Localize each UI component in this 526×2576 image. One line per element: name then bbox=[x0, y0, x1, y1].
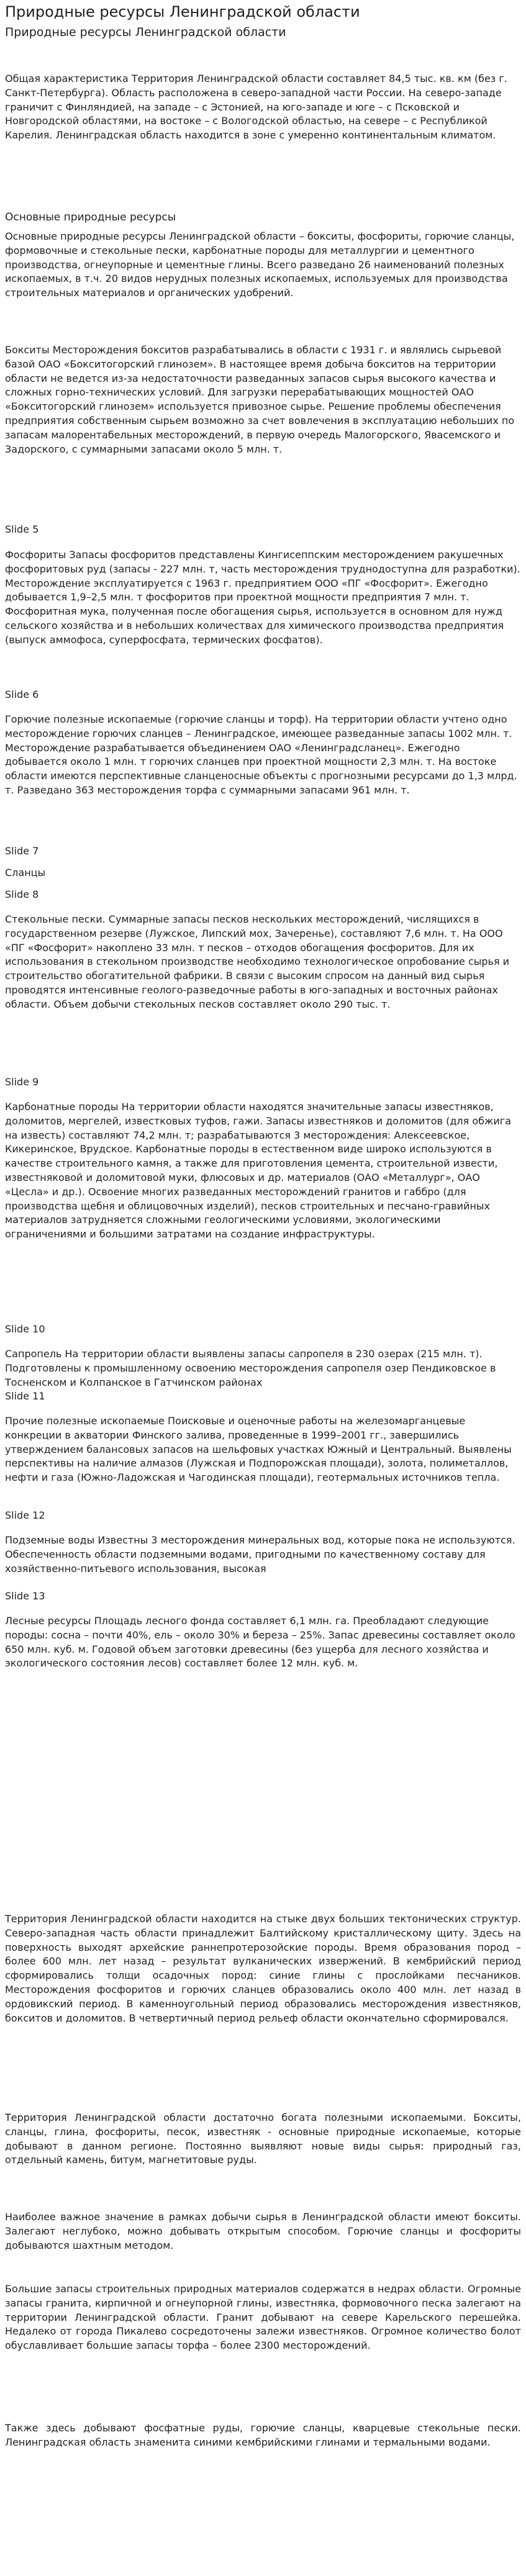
page-subtitle: Природные ресурсы Ленинградской области bbox=[5, 25, 286, 39]
rich-resources-paragraph: Территория Ленинградской области достаточно богата полезными ископаемыми. Бокситы, сланцы, глина, фосфориты, песок, известняк - основные природные ископаемые, которые добывают в данном регионе. Постоянно выявляют новые виды сырья: природный газ, отдельный камень, битум, магнетитовые руды. bbox=[5, 2112, 521, 2166]
slide-label-7: Slide 7 bbox=[5, 845, 39, 857]
carbonate-paragraph: Карбонатные породы На территории области находятся значительные запасы известняков, доломитов, мергелей, известковых туфов, гажи. Запасы известняков и доломитов (для обжига на известь) составляют 74,2 млн. т; разрабатываются 3 месторождения: Алексеевское, Кикеринское, Врудское. Карбонатные породы в естественном виде широко используются в качестве строительного камня, а также для приготовления цемента, строительной извести, известняковой и доломитовой муки, флюсовых и др. материалов (ОАО «Металлург», ОАО «Цесла» и др.). Освоение многих разведанных месторождений гранитов и габбро (для производства щебня и облицовочных изделий), песков строительных и песчано-гравийных материалов затрудняется сложными геологическими условиями, экологическими ограничениями и большими затратами на создание инфраструктуры. bbox=[5, 1101, 511, 1241]
groundwater-paragraph: Подземные воды Известны 3 месторождения минеральных вод, которые пока не используются. Обеспеченность области подземными водами, пригодными по качественному составу для хозяйственно-питьевого использования, высокая bbox=[5, 1534, 515, 1575]
slide-label-8: Slide 8 bbox=[5, 888, 39, 900]
glass-sand-paragraph: Стекольные пески. Суммарные запасы песков нескольких месторождений, числящихся в государственном резерве (Лужское, Липский мох, Зачеренье), составляют 7,6 млн. т. На ООО «ПГ «Фосфорит» накоплено 33 млн. т песков – отходов обогащения фосфоритов. Для их использования в стекольном производстве необходимо технологическое опробование сырья и строительство обогатительной фабрики. В связи с высоким спросом на данный вид сырья проводятся интенсивные геолого-разведочные работы в юго-западных и восточных районах области. Объем добычи стекольных песков составляет около 290 тыс. т. bbox=[5, 913, 510, 1010]
slide-label-5: Slide 5 bbox=[5, 523, 39, 535]
slide-label-12: Slide 12 bbox=[5, 1509, 45, 1521]
slide-label-10: Slide 10 bbox=[5, 1323, 45, 1335]
fuels-paragraph: Горючие полезные ископаемые (горючие сланцы и торф). На территории области учтено одно месторождение горючих сланцев – Ленинградское, имеющее разведанные запасы 1002 млн. т. Месторождение разрабатывается объединением ОАО «Ленинградсланец». Ежегодно добывается около 1 млн. т горючих сланцев при проектной мощности 2,3 млн. т. На востоке области имеются перспективные сланценосные объекты с прогнозными ресурсами до 1,3 млрд. т. Разведано 363 месторождения торфа с суммарными запасами 961 млн. т. bbox=[5, 713, 517, 796]
main-resources-paragraph: Основные природные ресурсы Ленинградской области – бокситы, фосфориты, горючие сланцы, формовочные и стекольные пески, карбонатные породы для металлургии и цементного производства, огнеупорные и цементные глины. Всего разведано 26 наименований полезных ископаемых, в т.ч. 20 видов нерудных полезных ископаемых, используемых для производства строительных материалов и органических удобрений. bbox=[5, 230, 515, 299]
forest-paragraph: Лесные ресурсы Площадь лесного фонда составляет 6,1 млн. га. Преобладают следующие породы: сосна – почти 40%, ель – около 30% и береза – 25%. Запас древесины составляет около 650 млн. куб. м. Годовой объем заготовки древесины (без ущерба для лесного хозяйства и экологического состояния лесов) составляет более 12 млн. куб. м. bbox=[5, 1615, 515, 1670]
intro-paragraph: Общая характеристика Территория Ленинградской области составляет 84,5 тыс. кв. км (без г. Санкт-Петербурга). Область расположена в северо-западной части России. На северо-западе граничит с Финляндией, на западе – с Эстонией, на юго-западе и юге – с Псковской и Новгородской областями, на востоке – с Вологодской областью, на севере – с Республикой Карелия. Ленинградская область находится в зоне с умеренно континентальным климатом. bbox=[5, 73, 507, 142]
slide-label-6: Slide 6 bbox=[5, 689, 39, 700]
mining-paragraph: Наиболее важное значение в рамках добычи сырья в Ленинградской области имеют бокситы. Залегают неглубоко, можно добывать открытым способом. Горючие сланцы и фосфориты добываются шахтным методом. bbox=[5, 2211, 521, 2251]
section-heading: Основные природные ресурсы bbox=[5, 211, 176, 224]
other-minerals-paragraph: Прочие полезные ископаемые Поисковые и оценочные работы на железомарганцевые конкреции в акватории Финского залива, проведенные в 1999–2001 гг., завершились утверждением балансовых запасов на шельфовых участках Южный и Центральный. Выявлены перспективы на наличие алмазов (Лужская и Подпорожская площади), золота, полиметаллов, нефти и газа (Южно-Ладожская и Чагодинская площади), геотермальных источников тепла. bbox=[5, 1415, 512, 1484]
also-paragraph: Также здесь добывают фосфатные руды, горючие сланцы, кварцевые стекольные пески. Ленинградская область знаменита синими кембрийскими глинами и термальными водами. bbox=[5, 2422, 521, 2448]
phosphorite-paragraph: Фосфориты Запасы фосфоритов представлены Кингисеппским месторождением ракушечных фосфоритовых руд (запасы - 227 млн. т, часть месторождения труднодоступна для разработки). Месторождение эксплуатируется с 1963 г. предприятием ООО «ПГ «Фосфорит». Ежегодно добывается 1,9–2,5 млн. т фосфоритов при проектной мощности предприятия 7 млн. т. Фосфоритная мука, полученная после обогащения сырья, используется в основном для нужд сельского хозяйства и в небольших количествах для химического производства предприятия (выпуск аммофоса, суперфосфата, термических фосфатов). bbox=[5, 549, 520, 646]
sapropel-paragraph: Сапропель На территории области выявлены запасы сапропеля в 230 озерах (215 млн. т). Подготовлены к промышленному освоению месторождения сапропеля озер Пендиковское в Тосненском и Колпанское в Гатчинском районах bbox=[5, 1348, 496, 1388]
slides-word: Сланцы bbox=[5, 867, 46, 879]
slide-label-11: Slide 11 bbox=[5, 1390, 45, 1402]
reserves-paragraph: Большие запасы строительных природных материалов содержатся в недрах области. Огромные запасы гранита, кирпичной и огнеупорной глины, известняка, формовочного песка залегают на территории Ленинградской области. Гранит добывают на севере Карельского перешейка. Недалеко от города Пикалево сосредоточены залежи известняков. Огромное количество болот обуславливает большие запасы торфа – более 2300 месторождений. bbox=[5, 2283, 521, 2352]
page-title: Природные ресурсы Ленинградской области bbox=[5, 3, 360, 20]
slide-label-13: Slide 13 bbox=[5, 1590, 45, 1602]
slide-label-9: Slide 9 bbox=[5, 1076, 39, 1088]
bauxite-paragraph: Бокситы Месторождения бокситов разрабатывались в области с 1931 г. и являлись сырьевой базой ОАО «Бокситогорский глинозем». В настоящее время добыча бокситов на территории области не ведется из-за недостаточности разведанных запасов сырья высокого качества и сложных горно-технических условий. Для загрузки перерабатывающих мощностей ОАО «Бокситогорский глинозем» используется привозное сырье. Решение проблемы обеспечения предприятия собственным сырьем возможно за счет вовлечения в эксплуатацию небольших по запасам малорентабельных месторождений, в первую очередь Малогорского, Явасемского и Задорского, с суммарными запасами около 5 млн. т. bbox=[5, 344, 515, 455]
territory-paragraph: Территория Ленинградской области находится на стыке двух больших тектонических структур. Северо-западная часть области принадлежит Балтийскому кристаллическому щиту. Здесь на поверхность выходят архейские раннепротерозойские породы. Время образования пород – более 600 млн. лет назад – результат вулканических извержений. В кембрийский период сформировались толщи осадочных пород: синие глины с прослойками песчаников. Месторождения фосфоритов и горючих сланцев образовались около 400 млн. лет назад в ордовикский период. В каменноугольный период образовались месторождения известняков, бокситов и доломитов. В четвертичный период рельеф области окончательно сформировался. bbox=[5, 1913, 521, 2024]
